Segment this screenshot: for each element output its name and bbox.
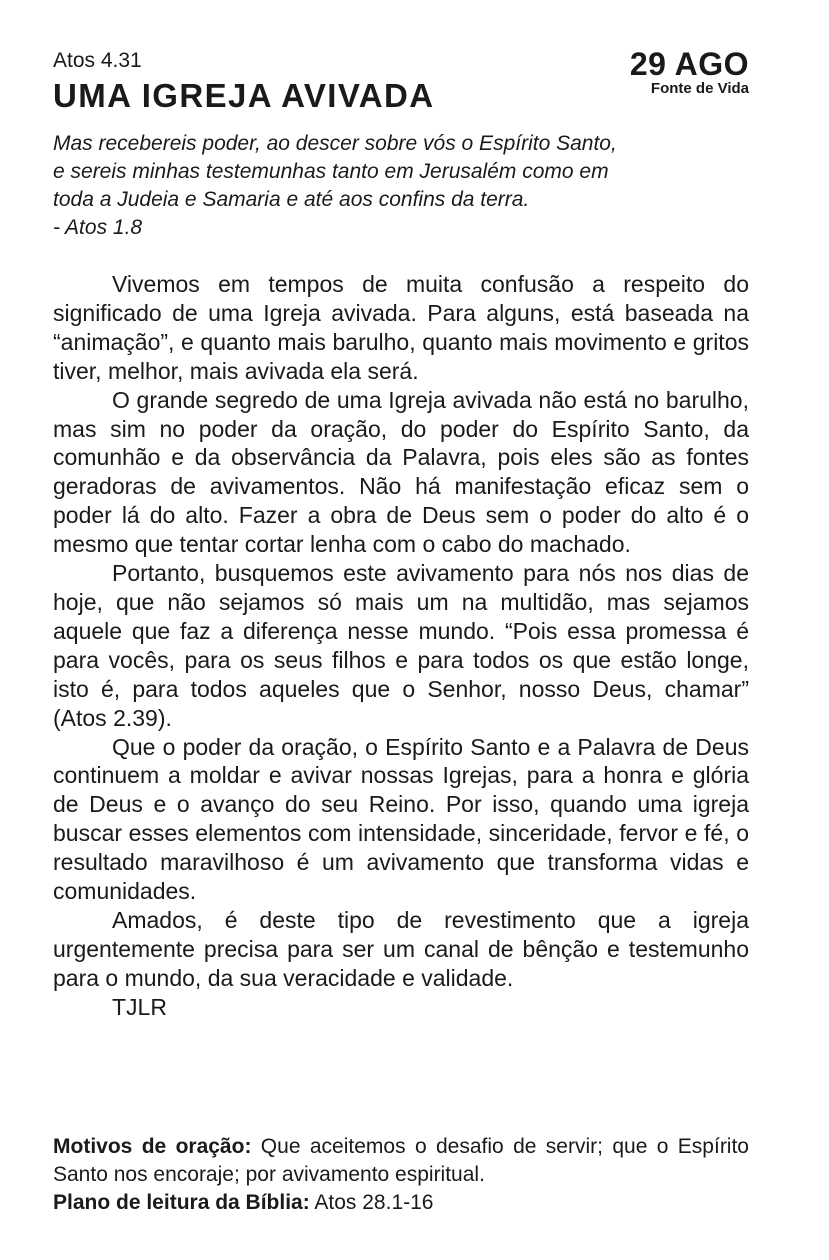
body-paragraph: Vivemos em tempos de muita confusão a respeito do significado de uma Igreja avivada. Para alguns, está baseada na “animação”, e quanto mais barulho, quanto mais movimento e gritos tiver, melhor, mais avivada ela será. bbox=[53, 271, 749, 384]
reading-label: Plano de leitura da Bíblia: bbox=[53, 1191, 310, 1214]
verse-line: toda a Judeia e Samaria e até aos confins da terra. bbox=[53, 188, 530, 211]
source-label: Fonte de Vida bbox=[650, 80, 749, 97]
body-paragraph: O grande segredo de uma Igreja avivada não está no barulho, mas sim no poder da oração, do poder do Espírito Santo, da comunhão e da observância da Palavra, pois eles são as fontes geradoras de avivamentos. Não há manifestação eficaz sem o poder lá do alto. Fazer a obra de Deus sem o poder do alto é o mesmo que tentar cortar lenha com o cabo do machado. bbox=[53, 386, 749, 558]
author-signature: TJLR bbox=[112, 993, 167, 1020]
prayer-label: Motivos de oração: bbox=[53, 1135, 252, 1158]
footer bbox=[53, 1133, 749, 1217]
scripture-reference: Atos 4.31 bbox=[53, 49, 142, 72]
body-paragraph: Que o poder da oração, o Espírito Santo e a Palavra de Deus continuem a moldar e avivar nossas Igrejas, para a honra e glória de Deus e o avanço do seu Reino. Por isso, quando uma igreja buscar esses elementos com intensidade, sinceridade, fervor e fé, o resultado maravilhoso é um avivamento que transforma vidas e comunidades. bbox=[53, 733, 749, 905]
body-paragraph: Amados, é deste tipo de revestimento que a igreja urgentemente precisa para ser um canal de bênção e testemunho para o mundo, da sua veracidade e validade. bbox=[53, 906, 749, 991]
key-verse bbox=[53, 130, 749, 242]
prayer-topics bbox=[53, 1133, 749, 1189]
prayer-text: Que aceitemos o desafio de servir; que o Espírito Santo nos encoraje; por avivamento espiritual. bbox=[53, 1135, 749, 1186]
reading-text: Atos 28.1-16 bbox=[309, 1191, 434, 1214]
reading-plan bbox=[53, 1189, 749, 1217]
verse-line: e sereis minhas testemunhas tanto em Jerusalém como em bbox=[53, 160, 609, 183]
date-label: 29 AGO bbox=[629, 46, 749, 82]
verse-line: Mas recebereis poder, ao descer sobre vós o Espírito Santo, bbox=[53, 132, 617, 155]
devotional-body bbox=[53, 270, 749, 1022]
verse-citation: - Atos 1.8 bbox=[53, 216, 143, 239]
page-title: UMA IGREJA AVIVADA bbox=[53, 77, 435, 114]
body-paragraph: Portanto, busquemos este avivamento para nós nos dias de hoje, que não sejamos só mais um na multidão, mas sejamos aquele que faz a diferença nesse mundo. “Pois essa promessa é para vocês, para os seus filhos e para todos os que estão longe, isto é, para todos aqueles que o Senhor, nosso Deus, chamar” (Atos 2.39). bbox=[53, 560, 749, 731]
